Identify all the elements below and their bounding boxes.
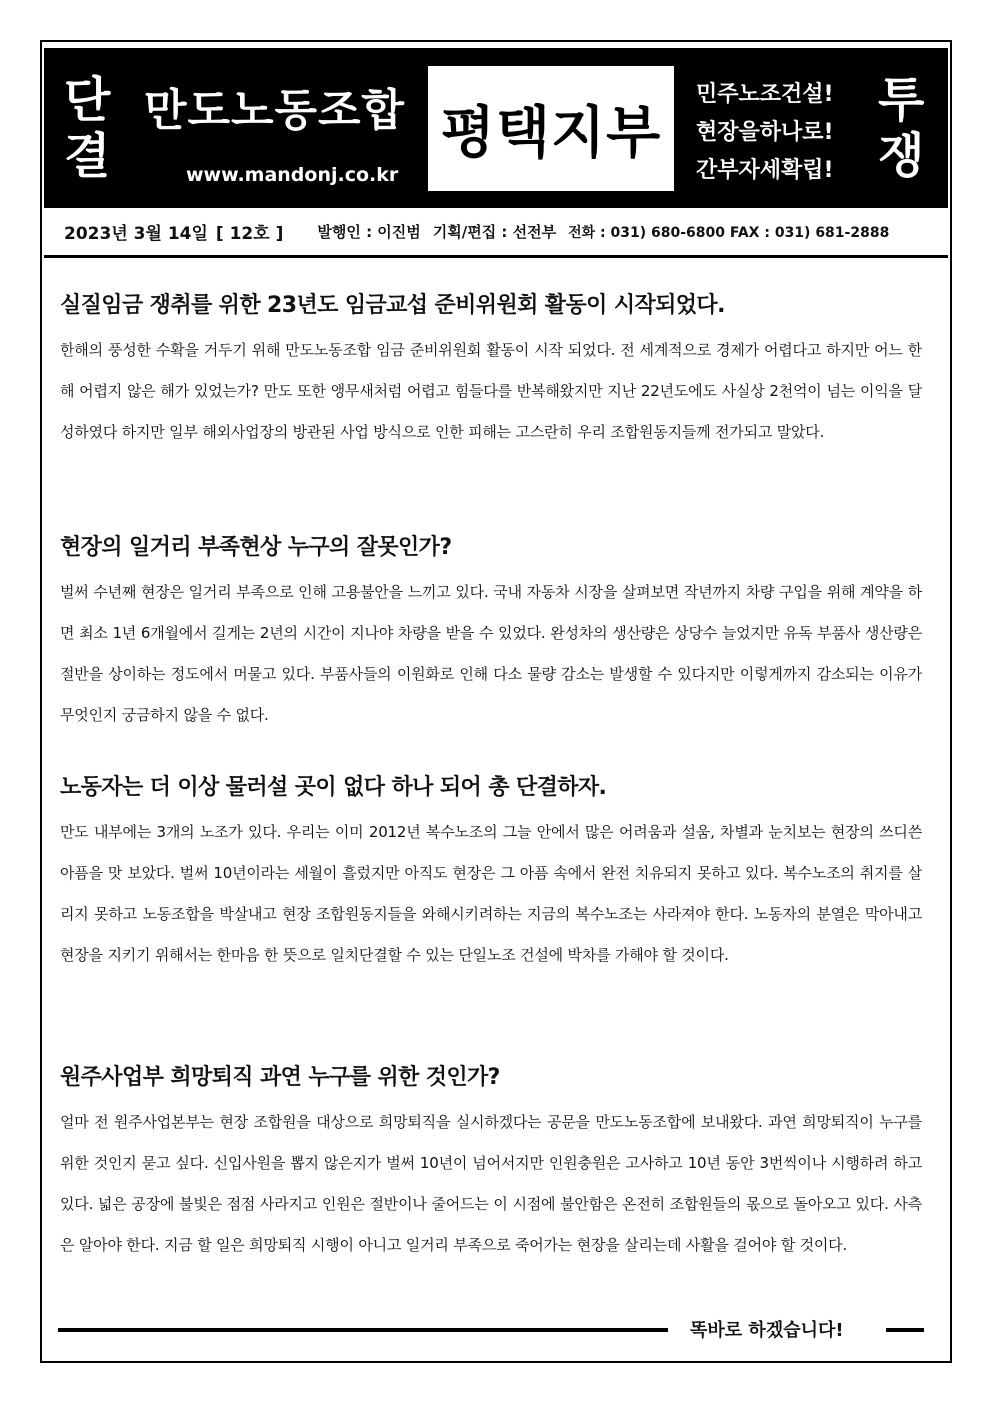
masthead-right-top-char: 투 [878, 72, 925, 128]
branch-name: 평택지부 [440, 100, 662, 166]
article-title: 원주사업부 희망퇴직 과연 누구를 위한 것인가? [60, 1065, 500, 1090]
article-body: 한해의 풍성한 수확을 거두기 위해 만도노동조합 임금 준비위원회 활동이 시작 되었다. 전 세계적으로 경제가 어렵다고 하지만 어느 한해 어렵지 않은 해가 있었는가? 만도 또한 앵무새처럼 어렵고 힘들다를 반복해왔지만 지난 22년도에도 사실상 2천억이 넘는 이익을 달성하였다 하지만 일부 해외사업장의 방관된 사업 방식으로 인한 피해는 고스란히 우리 조합원동지들께 전가되고 말았다. [60, 341, 923, 441]
article-title: 현장의 일거리 부족현상 누구의 잘못인가? [60, 535, 452, 560]
article-body: 만도 내부에는 3개의 노조가 있다. 우리는 이미 2012년 복수노조의 그늘 안에서 많은 어려움과 설움, 차별과 눈치보는 현장의 쓰디쓴 아픔을 맛 보았다. 벌써 10년이라는 세월이 흘렀지만 아직도 현장은 그 아픔 속에서 완전 치유되지 못하고 있다. 복수노조의 취지를 살리지 못하고 노동조합을 박살내고 현장 조합원동지들을 와해시키려하는 지금의 복수노조는 사라져야 한다. 노동자의 분열은 막아내고 현장을 지키기 위해서는 한마음 한 뜻으로 일치단결할 수 있는 단일노조 건설에 박차를 가해야 할 것이다. [60, 823, 923, 964]
footer-motto: 똑바로 하겠습니다! [690, 1320, 844, 1341]
contact-info: 전화 : 031) 680-6800 FAX : 031) 681-2888 [568, 224, 890, 241]
article-title: 노동자는 더 이상 물러설 곳이 없다 하나 되어 총 단결하자. [60, 775, 607, 800]
article [60, 1062, 922, 1266]
slogans [696, 76, 834, 190]
website-link[interactable]: www.mandonj.co.kr [186, 164, 399, 186]
article [60, 772, 922, 976]
article-title: 실질임금 쟁취를 위한 23년도 임금교섭 준비위원회 활동이 시작되었다. [60, 293, 725, 318]
masthead-left-bottom-char: 결 [64, 128, 111, 184]
union-name: 만도노동조합 [144, 85, 406, 136]
masthead-left-top-char: 단 [64, 72, 111, 128]
footer-divider [58, 1328, 668, 1332]
slogan: 간부자세확립! [696, 158, 834, 183]
article-body: 벌써 수년째 현장은 일거리 부족으로 인해 고용불안을 느끼고 있다. 국내 자동차 시장을 살펴보면 작년까지 차량 구입을 위해 계약을 하면 최소 1년 6개월에서 길게는 2년의 시간이 지나야 차량을 받을 수 있었다. 완성차의 생산량은 상당수 늘었지만 유독 부품사 생산량은 절반을 상이하는 정도에서 머물고 있다. 부품사들의 이원화로 인해 다소 물량 감소는 발생할 수 있다지만 이렇게까지 감소되는 이유가 무엇인지 궁금하지 않을 수 없다. [60, 583, 922, 724]
issue-number: [ 12호 ] [215, 224, 284, 244]
branch-box [428, 66, 674, 191]
masthead-right-bottom-char: 쟁 [878, 128, 925, 184]
slogan: 민주노조건설! [696, 82, 834, 107]
publisher: 발행인 : 이진범 [317, 223, 421, 241]
article [60, 290, 922, 453]
slogan: 현장을하나로! [696, 120, 834, 145]
info-bar [44, 208, 948, 258]
issue-date: 2023년 3월 14일 [64, 224, 208, 244]
article [60, 532, 922, 736]
article-body: 얼마 전 원주사업본부는 현장 조합원을 대상으로 희망퇴직을 실시하겠다는 공문을 만도노동조합에 보내왔다. 과연 희망퇴직이 누구를 위한 것인지 묻고 싶다. 신입사원을 뽑지 않은지가 벌써 10년이 넘어서지만 인원충원은 고사하고 10년 동안 3번씩이나 시행하려 하고 있다. 넓은 공장에 불빛은 점점 사라지고 인원은 절반이나 줄어드는 이 시점에 불안함은 온전히 조합원들의 몫으로 돌아오고 있다. 사측은 알아야 한다. 지금 할 일은 희망퇴직 시행이 아니고 일거리 부족으로 죽어가는 현장을 살리는데 사활을 걸어야 할 것이다. [60, 1113, 922, 1254]
editor: 기획/편집 : 선전부 [432, 223, 557, 241]
footer-divider [886, 1328, 924, 1332]
masthead [44, 48, 948, 208]
